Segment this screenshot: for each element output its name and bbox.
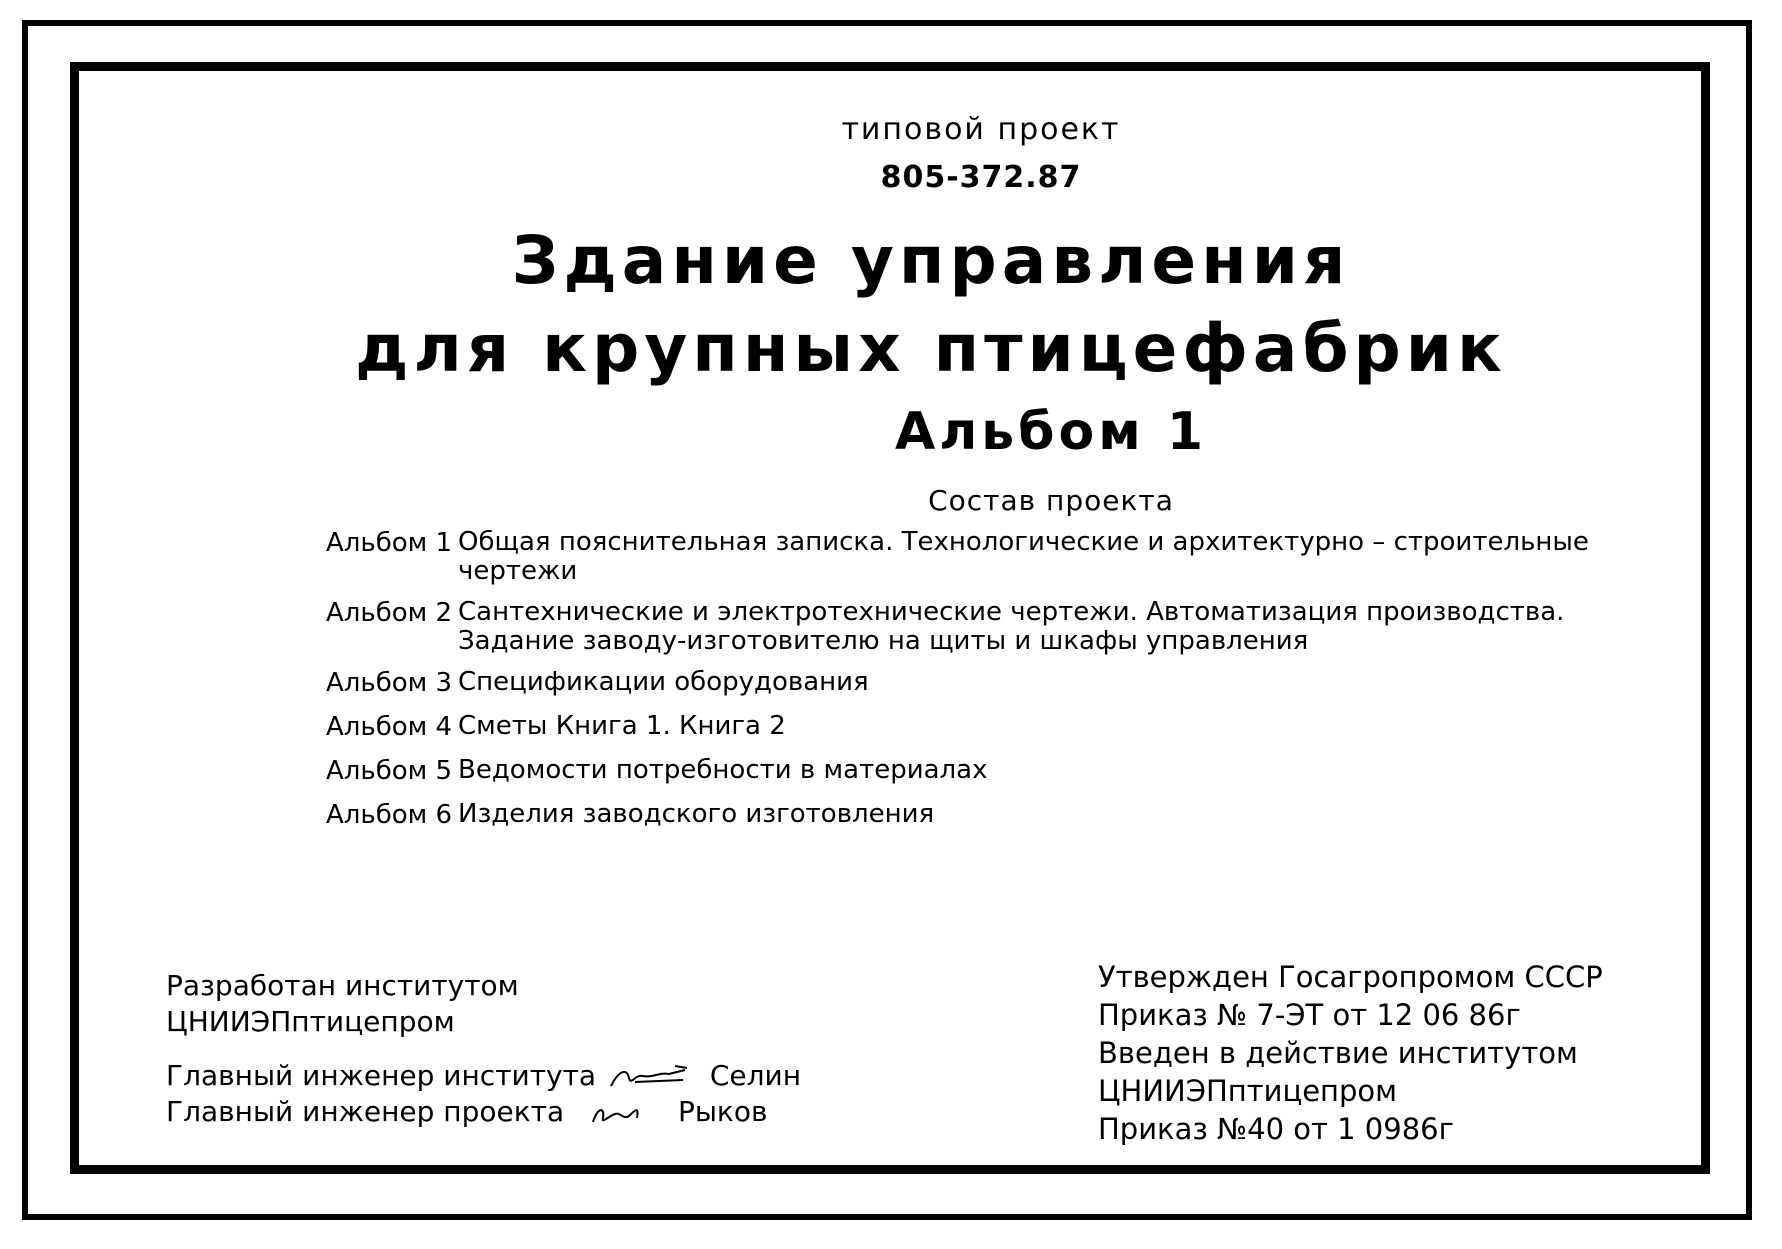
album-number: Альбом 1 — [894, 402, 1208, 462]
album-label: Альбом 6 — [326, 800, 453, 830]
developer-line-1: Разработан институтом — [166, 969, 519, 1002]
list-item — [326, 712, 1626, 742]
album-description: Сантехнические и электротехнические чертежи. Автоматизация производства. Задание заводу-изготовителю на щиты и шкафы управления — [458, 597, 1565, 656]
signature-icon — [573, 1096, 663, 1130]
chief-engineer-project-name: Рыков — [677, 1095, 768, 1128]
album-label: Альбом 5 — [326, 756, 453, 786]
album-label: Альбом 4 — [326, 712, 453, 742]
chief-engineer-project-label: Главный инженер проекта — [166, 1095, 565, 1128]
album-label: Альбом 2 — [326, 598, 453, 628]
composition-heading: Состав проекта — [928, 484, 1174, 517]
album-description: Спецификации оборудования — [458, 667, 869, 697]
album-label: Альбом 3 — [326, 668, 453, 698]
approval-line-1: Утвержден Госагропромом СССР — [1098, 960, 1603, 994]
approval-block — [1098, 958, 1603, 1148]
project-code: 805-372.87 — [880, 160, 1082, 195]
list-item — [326, 668, 1626, 698]
approval-institute: ЦНИИЭПптицепром — [1098, 1074, 1398, 1108]
chief-engineer-institute-name: Селин — [709, 1059, 802, 1092]
album-description: Изделия заводского изготовления — [458, 799, 935, 829]
composition-list — [326, 528, 1626, 844]
list-item — [326, 800, 1626, 830]
signature-icon — [605, 1060, 695, 1094]
album-description: Ведомости потребности в материалах — [458, 755, 988, 785]
chief-engineer-institute-row — [166, 1058, 801, 1094]
chief-engineer-institute-label: Главный инженер института — [166, 1059, 597, 1092]
title-line-2: для крупных птицефабрик — [355, 310, 1507, 387]
album-label: Альбом 1 — [326, 528, 453, 558]
title-line-1: Здание управления — [511, 222, 1351, 299]
album-description: Общая пояснительная записка. Технологические и архитектурно – строительные чертежи — [458, 527, 1589, 586]
album-description: Сметы Книга 1. Книга 2 — [458, 711, 786, 741]
list-item — [326, 528, 1626, 586]
project-type: типовой проект — [841, 112, 1121, 147]
list-item — [326, 756, 1626, 786]
developer-block — [166, 968, 801, 1130]
approval-order-1: Приказ № 7-ЭТ от 12 06 86г — [1098, 998, 1521, 1032]
chief-engineer-project-row — [166, 1094, 801, 1130]
approval-line-3: Введен в действие институтом — [1098, 1036, 1578, 1070]
list-item — [326, 598, 1626, 656]
developer-institute: ЦНИИЭПптицепром — [166, 1005, 455, 1038]
approval-order-2: Приказ №40 от 1 0986г — [1098, 1112, 1454, 1146]
